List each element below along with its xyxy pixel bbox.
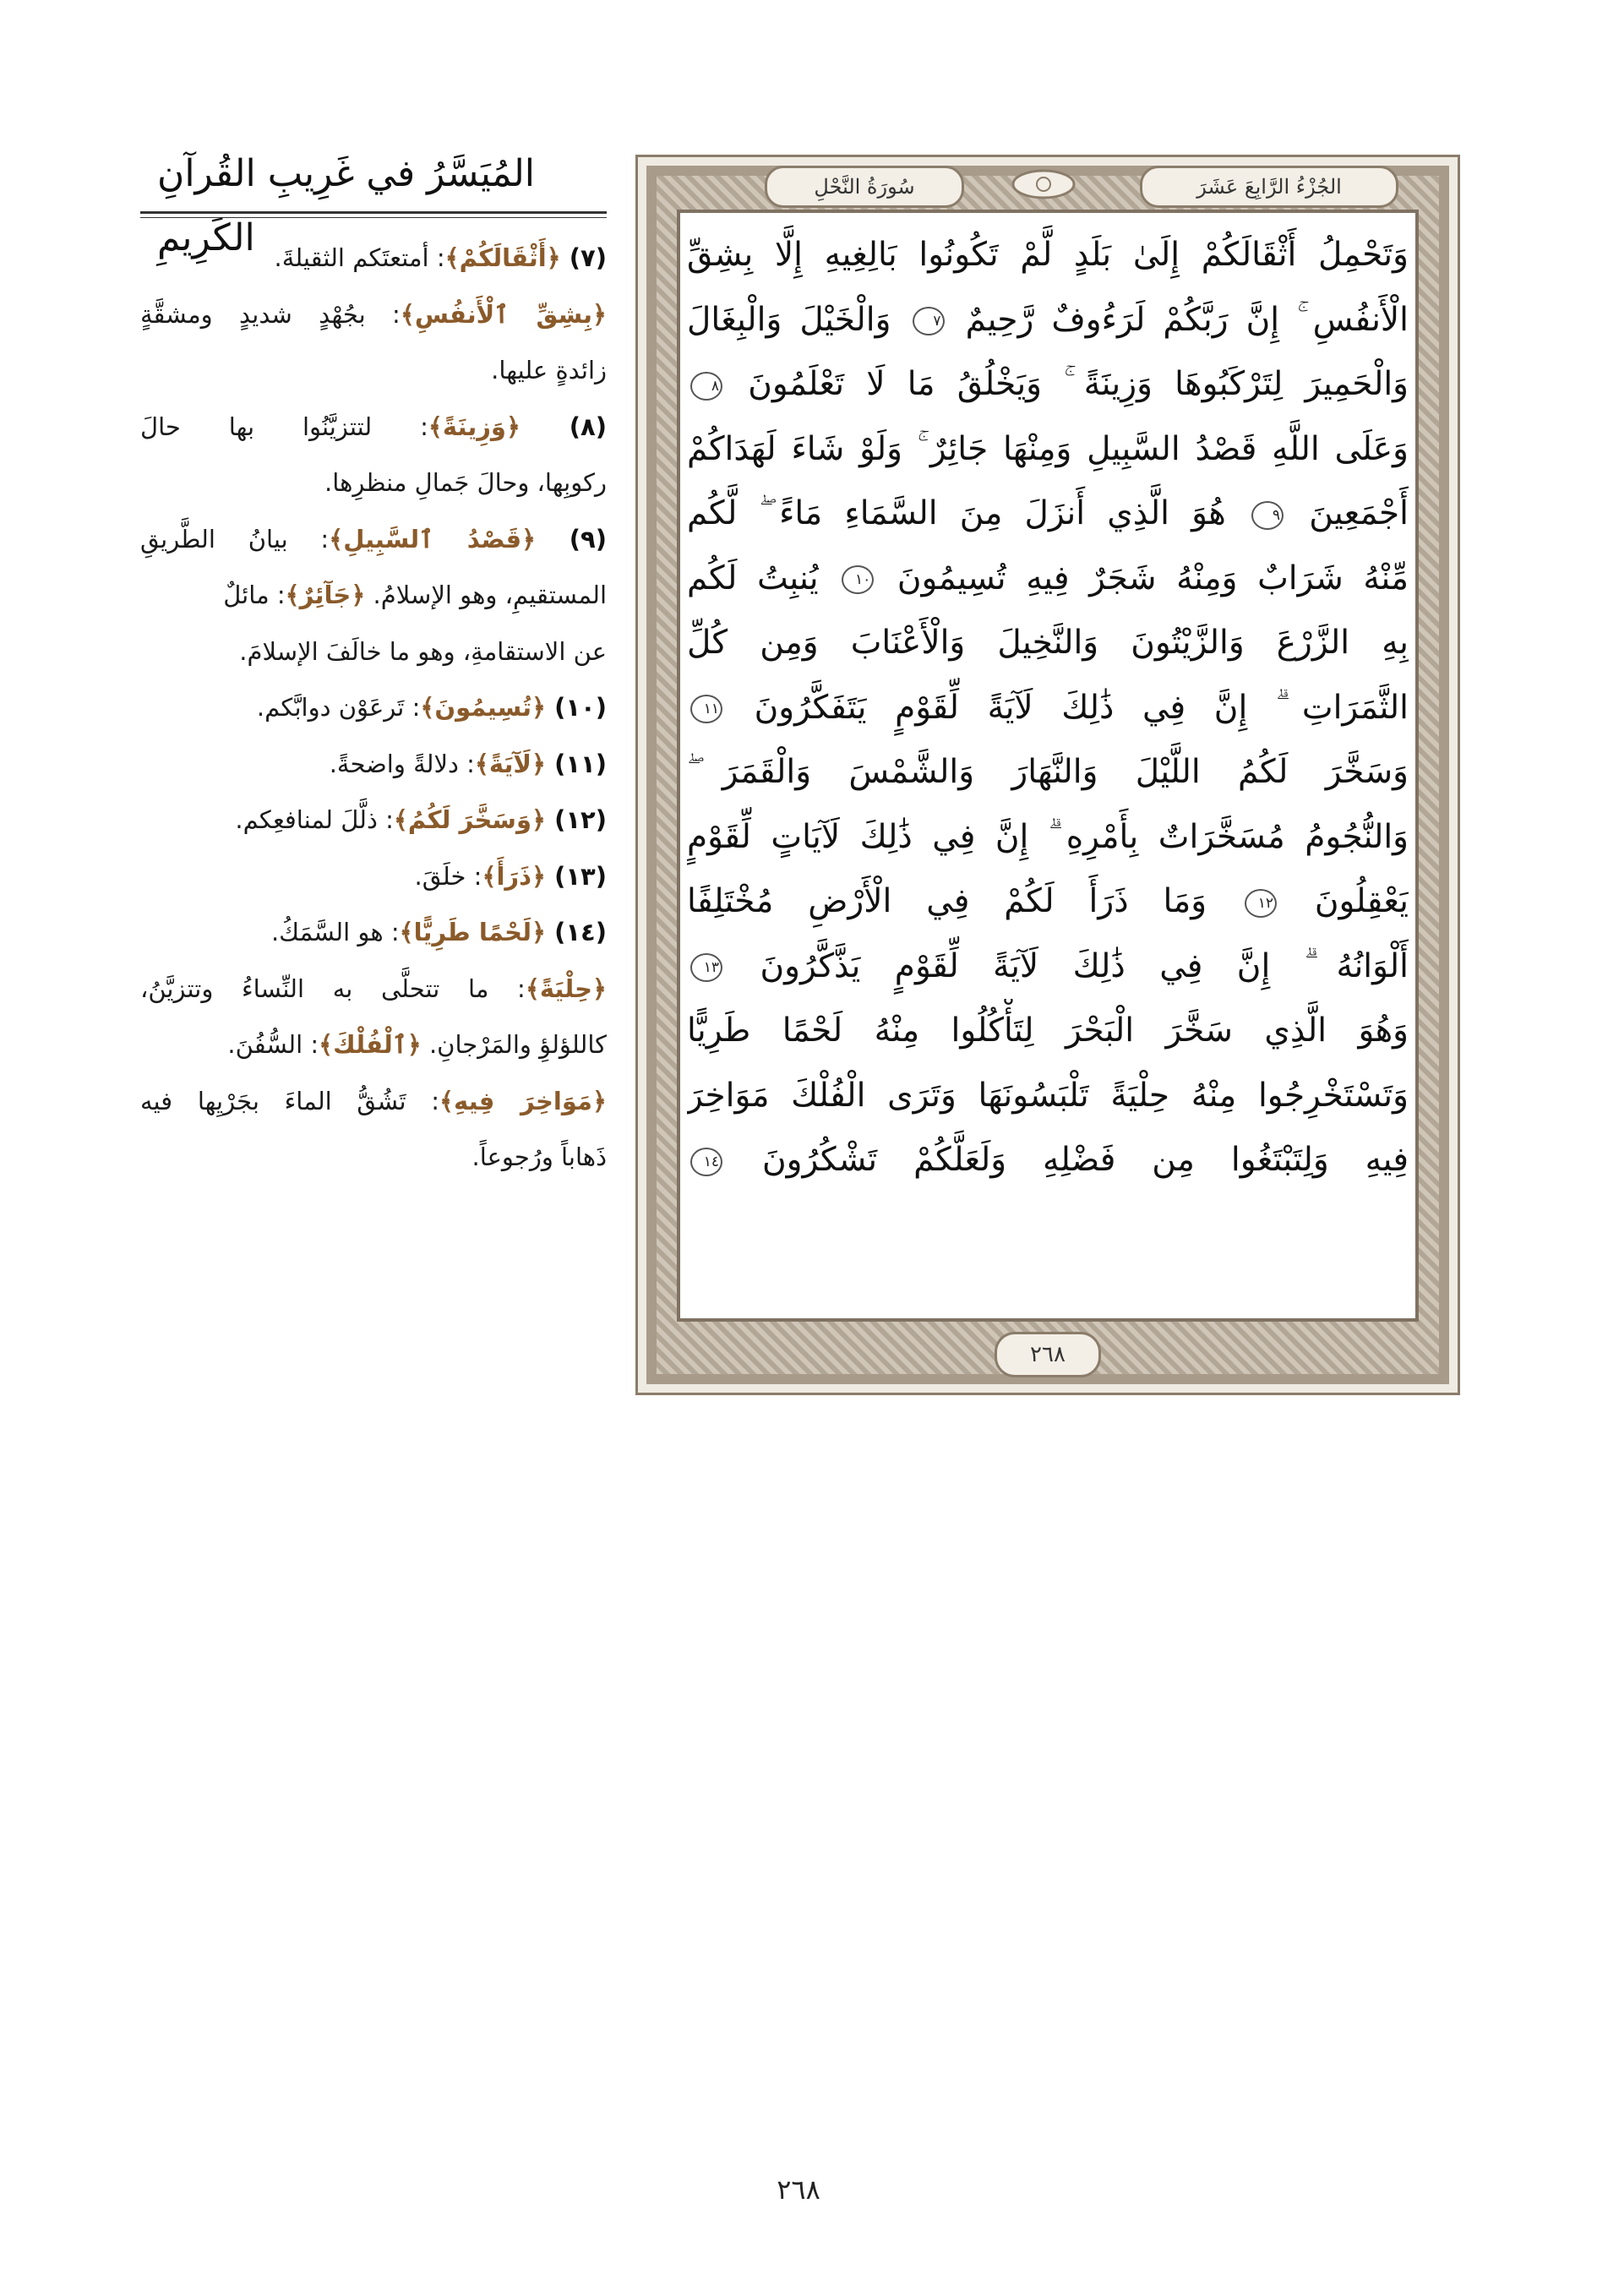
keyword: ﴿تُسِيمُونَ﴾: [420, 693, 546, 722]
verse-text: مِّنْهُ شَرَابٌ وَمِنْهُ شَجَرٌ فِيهِ تُسِيمُونَ: [897, 559, 1409, 597]
juz-header: [1140, 166, 1398, 208]
keyword: ﴿لَآيَةً﴾: [474, 749, 546, 778]
verse-text: يُنبِتُ لَكُم: [687, 559, 839, 597]
verse-line: [687, 288, 1409, 353]
explanation-text: : بيانُ الطَّريقِ: [140, 524, 330, 554]
verse-text: وَالنُّجُومُ مُسَخَّرَاتٌ بِأَمْرِهِ ۗ إِنَّ فِي ذَٰلِكَ لَآيَاتٍ لِّقَوْمٍ: [687, 817, 1409, 856]
explanation-text: عن الاستقامةِ، وهو ما خالَفَ الإسلامَ.: [239, 636, 607, 666]
verse-line: [687, 611, 1409, 676]
tafsir-line: [140, 1129, 607, 1186]
verse-line: [687, 676, 1409, 741]
explanation-text: : تَرعَوْن دوابَّكم.: [256, 693, 421, 722]
explanation-text: : السُّفُنَ.: [227, 1030, 319, 1059]
ayah-number-marker: ١٢: [1245, 889, 1277, 918]
frame-page-number: ٢٦٨: [995, 1332, 1101, 1377]
tafsir-line: [140, 286, 607, 343]
verse-line: [687, 352, 1409, 417]
verse-line: [687, 999, 1409, 1064]
tafsir-line: [140, 567, 607, 624]
verse-line: [687, 417, 1409, 483]
explanation-text: : لتتزيَّنُوا بها حالَ: [140, 412, 428, 441]
explanation-text: ذَهاباً ورُجوعاً.: [471, 1143, 607, 1171]
verse-text: وَمَا ذَرَأَ لَكُمْ فِي الْأَرْضِ مُخْتَلِفًا: [687, 882, 1241, 920]
explanation-text: : بجُهْدٍ شديدٍ ومشقَّةٍ: [140, 299, 401, 329]
verse-text: هُوَ الَّذِي أَنزَلَ مِنَ السَّمَاءِ مَاءً ۖ لَّكُم: [687, 494, 1249, 532]
explanation-text: زائدةٍ عليها.: [491, 356, 607, 384]
explanation-text: : خلَقَ.: [414, 861, 482, 891]
verse-line: [687, 223, 1409, 288]
verse-line: [687, 805, 1409, 870]
tafsir-line: [140, 736, 607, 793]
tafsir-line: [140, 624, 607, 680]
tafsir-line: [140, 1017, 607, 1073]
verse-text: أَلْوَانُهُ ۗ إِنَّ فِي ذَٰلِكَ لَآيَةً لِّقَوْمٍ يَذَّكَّرُونَ: [760, 946, 1409, 985]
verse-ref-number: (١٣): [545, 861, 607, 891]
tafsir-lines: [140, 230, 607, 1186]
tafsir-line: [140, 455, 607, 511]
keyword: ﴿لَحْمًا طَرِيًّا﴾: [399, 918, 546, 946]
tafsir-column: [140, 142, 607, 1426]
ayah-number-marker: ١١: [690, 695, 722, 723]
verse-text: وَهُوَ الَّذِي سَخَّرَ الْبَحْرَ لِتَأْكُلُوا مِنْهُ لَحْمًا طَرِيًّا: [687, 1012, 1409, 1050]
verse-line: [687, 870, 1409, 935]
verse-text: وَتَحْمِلُ أَثْقَالَكُمْ إِلَىٰ بَلَدٍ لَّمْ تَكُونُوا بَالِغِيهِ إِلَّا بِشِقِّ: [687, 236, 1409, 274]
explanation-text: : ذلَّلَ لمنافعِكم.: [235, 805, 394, 834]
keyword: ﴿حِلْيَةً﴾: [525, 973, 607, 1003]
ayah-number-marker: ١٣: [690, 953, 722, 982]
explanation-text: المستقيمِ، وهو الإسلامُ.: [373, 581, 607, 609]
verse-text: وَتَسْتَخْرِجُوا مِنْهُ حِلْيَةً تَلْبَسُونَهَا وَتَرَى الْفُلْكَ مَوَاخِرَ: [687, 1076, 1409, 1115]
tafsir-line: [140, 792, 607, 848]
keyword: ﴿وَزِينَةً﴾: [428, 412, 521, 441]
verse-text: يَعْقِلُونَ: [1314, 882, 1409, 920]
header-rosette-icon: [1010, 167, 1077, 201]
tafsir-line: [140, 904, 607, 961]
verse-line: [687, 935, 1409, 1000]
verse-text: وَعَلَى اللَّهِ قَصْدُ السَّبِيلِ وَمِنْهَا جَائِرٌ ۚ وَلَوْ شَاءَ لَهَدَاكُمْ: [687, 429, 1409, 468]
explanation-text: : هو السَّمَكُ.: [270, 918, 400, 946]
ayah-number-marker: ٨: [690, 372, 722, 401]
keyword: ﴿قَصْدُ ٱلسَّبِيلِ﴾: [329, 524, 537, 554]
tafsir-line: [140, 399, 607, 455]
tafsir-title: المُيَسَّرُ في غَرِيبِ القُرآنِ الكَرِيمِ: [157, 152, 535, 259]
verses-block: [687, 223, 1409, 1308]
verse-text: فِيهِ وَلِتَبْتَغُوا مِن فَضْلِهِ وَلَعَلَّكُمْ تَشْكُرُونَ: [761, 1141, 1409, 1179]
juz-label: الجُزْءُ الرَّابِعَ عَشَرَ: [1196, 175, 1342, 199]
keyword: ﴿بِشِقِّ ٱلْأَنفُسِ﴾: [400, 299, 607, 329]
explanation-text: : دلالةً واضحةً.: [329, 749, 475, 778]
verse-text: الثَّمَرَاتِ ۗ إِنَّ فِي ذَٰلِكَ لَآيَةً لِّقَوْمٍ يَتَفَكَّرُونَ: [754, 688, 1409, 727]
verse-line: [687, 1064, 1409, 1129]
explanation-text: : أمتعتَكم الثقيلةَ.: [274, 243, 445, 272]
ayah-number-marker: ٧: [913, 307, 945, 335]
tafsir-line: [140, 511, 607, 568]
verse-ref-number: (١٠): [545, 693, 607, 722]
ayah-number-marker: ٩: [1251, 501, 1284, 530]
keyword: ﴿مَوَاخِرَ فِيهِ﴾: [439, 1086, 607, 1115]
keyword: ﴿أَثْقَالَكُمْ﴾: [444, 243, 561, 272]
verse-ref-number: (١٤): [545, 918, 607, 946]
verse-ref-number: (١١): [545, 749, 607, 778]
explanation-text: : ما تتحلَّى به النِّساءُ وتتزيَّنُ،: [140, 973, 526, 1003]
keyword: ﴿جَآئِرٌ﴾: [285, 581, 366, 609]
tafsir-line: [140, 961, 607, 1017]
tafsir-line: [140, 1073, 607, 1130]
surah-label: سُورَةُ النَّحْلِ: [814, 175, 915, 199]
verse-line: [687, 547, 1409, 612]
verse-line: [687, 482, 1409, 547]
verse-text: أَجْمَعِينَ: [1309, 494, 1409, 532]
tafsir-line: [140, 679, 607, 736]
ayah-number-marker: ١٠: [842, 565, 874, 594]
verse-text: بِهِ الزَّرْعَ وَالزَّيْتُونَ وَالنَّخِيلَ وَالْأَعْنَابَ وَمِن كُلِّ: [687, 624, 1409, 662]
explanation-text: ركوبِها، وحالَ جَمالِ منظرِها.: [324, 468, 607, 497]
verse-ref-number: (١٢): [545, 805, 607, 834]
keyword: ﴿ٱلْفُلْكَ﴾: [319, 1030, 422, 1059]
verse-text: وَالْخَيْلَ وَالْبِغَالَ: [687, 300, 909, 339]
verse-text: وَالْحَمِيرَ لِتَرْكَبُوهَا وَزِينَةً ۚ وَيَخْلُقُ مَا لَا تَعْلَمُونَ: [748, 365, 1409, 403]
verse-ref-number: (٧): [560, 243, 607, 272]
verse-line: [687, 1128, 1409, 1193]
verse-text: وَسَخَّرَ لَكُمُ اللَّيْلَ وَالنَّهَارَ وَالشَّمْسَ وَالْقَمَرَ ۖ: [687, 753, 1409, 791]
ayah-number-marker: ١٤: [690, 1148, 722, 1176]
verse-ref-number: (٩): [536, 524, 607, 554]
surah-header: [765, 166, 964, 208]
verse-ref-number: (٨): [520, 412, 607, 441]
tafsir-line: [140, 342, 607, 399]
verse-line: [687, 740, 1409, 805]
frame-footer: [638, 1325, 1458, 1393]
explanation-text: : مائلٌ: [223, 581, 286, 609]
tafsir-line: [140, 848, 607, 905]
verse-text: الْأَنفُسِ ۚ إِنَّ رَبَّكُمْ لَرَءُوفٌ رَّحِيمٌ: [965, 300, 1409, 339]
explanation-text: كاللؤلؤِ والمَرْجانِ.: [428, 1030, 607, 1059]
keyword: ﴿وَسَخَّرَ لَكُمُ﴾: [393, 805, 546, 834]
explanation-text: : تَشُقُّ الماءَ بجَرْيِها فيه: [140, 1086, 440, 1115]
page-number: ٢٦٨: [777, 2173, 820, 2206]
quran-page-frame: [635, 155, 1460, 1395]
keyword: ﴿ذَرَأَ﴾: [482, 861, 546, 891]
